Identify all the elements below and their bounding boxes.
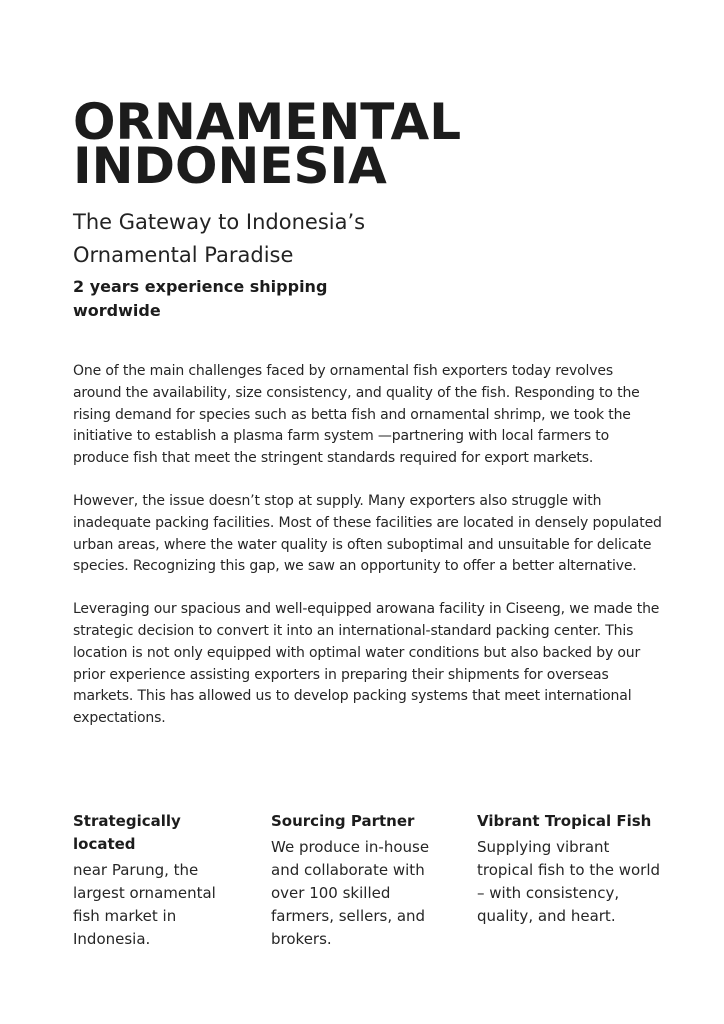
paragraph-2: However, the issue doesn’t stop at supply. Many exporters also struggle with inadequate packing facilities. Most of these facilities are located in densely populated urban areas, where the water quality is often suboptimal and unsuitable for delicate species. Recognizing this gap, we saw an opportunity to offer a better alternative.: [73, 492, 662, 575]
feature-vibrant-tropical-fish: [477, 810, 663, 951]
document-page: [73, 93, 663, 751]
feature-sourcing-partner: [271, 810, 453, 951]
feature-heading: Sourcing Partner: [271, 812, 415, 830]
features-row: [73, 810, 663, 951]
body-text: [73, 361, 663, 730]
feature-heading: Strategically located: [73, 812, 181, 853]
title-line-2: INDONESIA: [73, 137, 387, 195]
feature-text: We produce in-house and collaborate with over 100 skilled farmers, sellers, and brokers.: [271, 838, 430, 948]
feature-heading: Vibrant Tropical Fish: [477, 812, 652, 830]
page-title: [73, 93, 663, 195]
paragraph-1: One of the main challenges faced by ornamental fish exporters today revolves around the availability, size consistency, and quality of the fish. Responding to the rising demand for species such as betta fish and ornamental shrimp, we took the initiative to establish a plasma farm system —partnering with local farmers to produce fish that meet the stringent standards required for export markets.: [73, 363, 640, 467]
feature-text: near Parung, the largest ornamental fish market in Indonesia.: [73, 861, 216, 948]
tagline: 2 years experience shipping wordwide: [73, 277, 328, 320]
page-subtitle: The Gateway to Indonesia’s Ornamental Paradise: [73, 210, 366, 267]
paragraph-3: Leveraging our spacious and well-equipped arowana facility in Ciseeng, we made the strategic decision to convert it into an international-standard packing center. This location is not only equipped with optimal water conditions but also backed by our prior experience assisting exporters in preparing their shipments for overseas markets. This has allowed us to develop packing systems that meet international expectations.: [73, 601, 660, 727]
feature-text: Supplying vibrant tropical fish to the world – with consistency, quality, and heart.: [477, 838, 661, 925]
feature-strategic-location: [73, 810, 243, 951]
title-line-1: ORNAMENTAL: [73, 93, 462, 151]
